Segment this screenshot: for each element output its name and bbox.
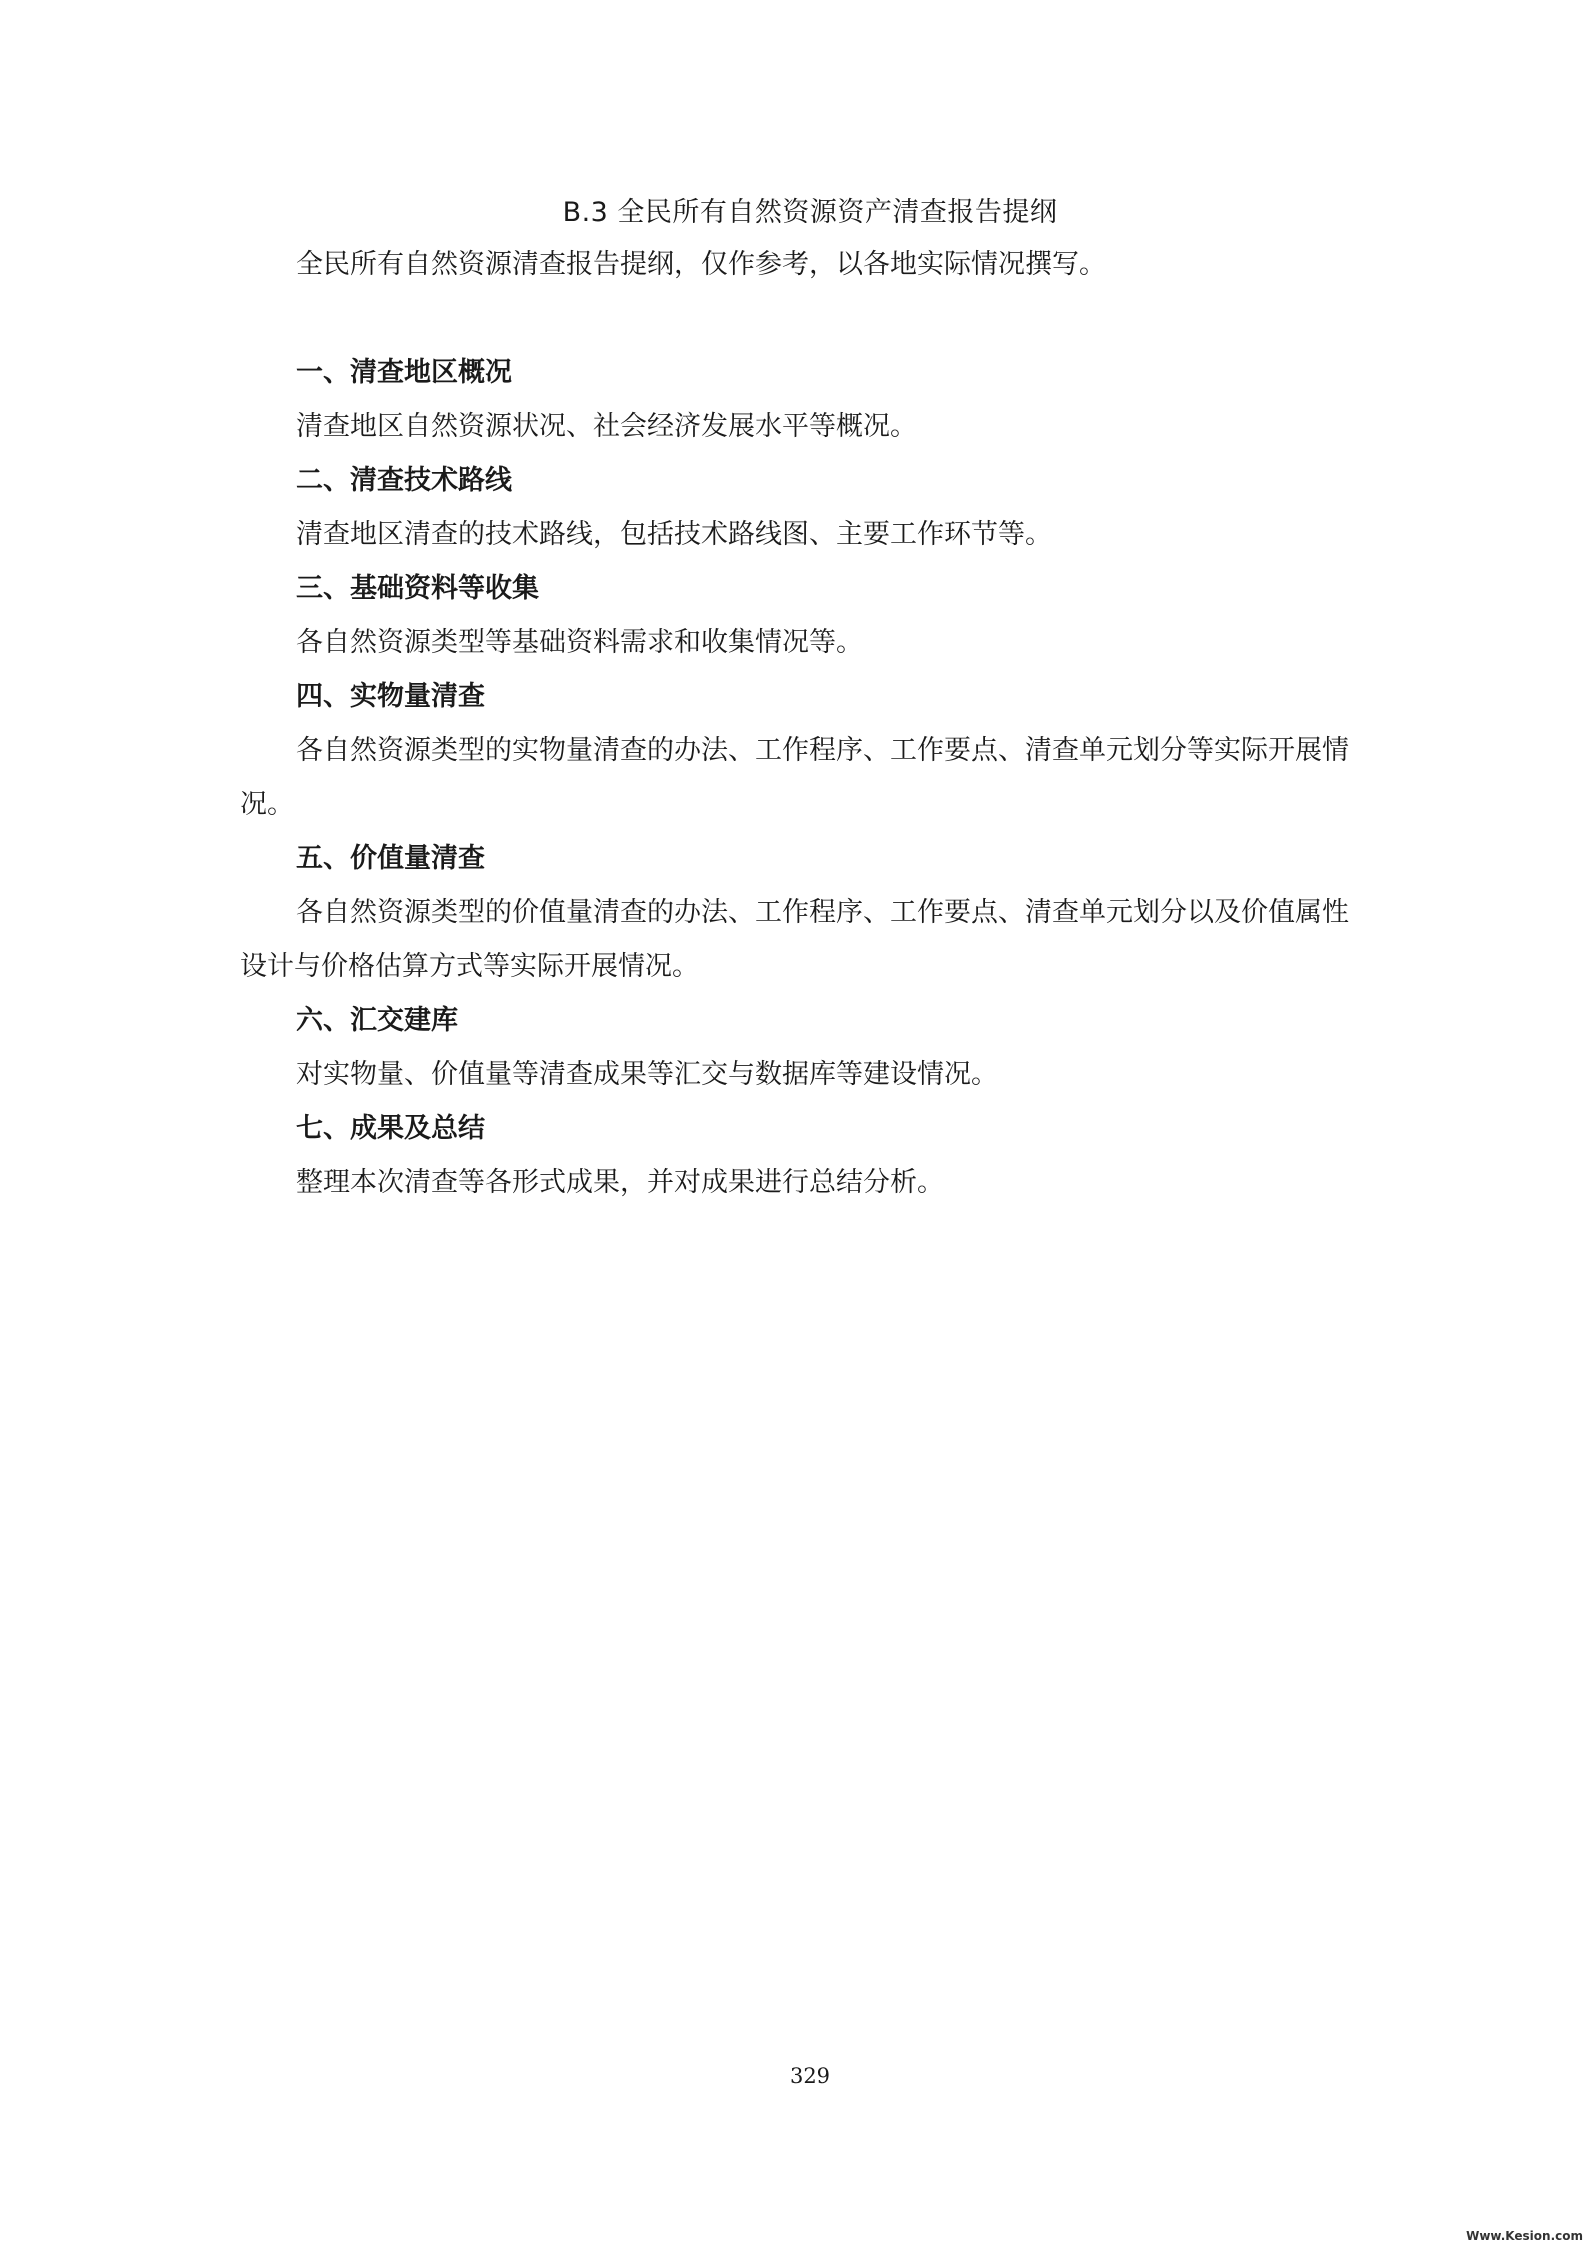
section-heading-2: 二、清查技术路线: [296, 465, 512, 496]
watermark-text: Www.Kesion.com: [1466, 2229, 1583, 2243]
section-body-1: 清查地区自然资源状况、社会经济发展水平等概况。: [296, 411, 917, 442]
section-body-3: 各自然资源类型等基础资料需求和收集情况等。: [296, 627, 863, 658]
section-body-7: 整理本次清查等各形式成果，并对成果进行总结分析。: [296, 1167, 944, 1198]
intro-paragraph: 全民所有自然资源清查报告提纲，仅作参考，以各地实际情况撰写。: [296, 249, 1106, 280]
section-heading-3: 三、基础资料等收集: [296, 573, 539, 604]
section-heading-5: 五、价值量清查: [296, 843, 485, 874]
section-body-6: 对实物量、价值量等清查成果等汇交与数据库等建设情况。: [296, 1059, 998, 1090]
section-heading-1: 一、清查地区概况: [296, 357, 512, 388]
section-body-5: 各自然资源类型的价值量清查的办法、工作程序、工作要点、清查单元划分以及价值属性设计与价格估算方式等实际开展情况。: [240, 897, 1349, 982]
section-heading-4: 四、实物量清查: [296, 681, 485, 712]
document-title: B.3 全民所有自然资源资产清查报告提纲: [562, 197, 1058, 228]
section-body-2: 清查地区清查的技术路线，包括技术路线图、主要工作环节等。: [296, 519, 1052, 550]
section-heading-6: 六、汇交建库: [296, 1005, 458, 1036]
section-body-4: 各自然资源类型的实物量清查的办法、工作程序、工作要点、清查单元划分等实际开展情况。: [240, 735, 1349, 820]
section-heading-7: 七、成果及总结: [296, 1113, 485, 1144]
page-number: 329: [789, 2064, 831, 2088]
